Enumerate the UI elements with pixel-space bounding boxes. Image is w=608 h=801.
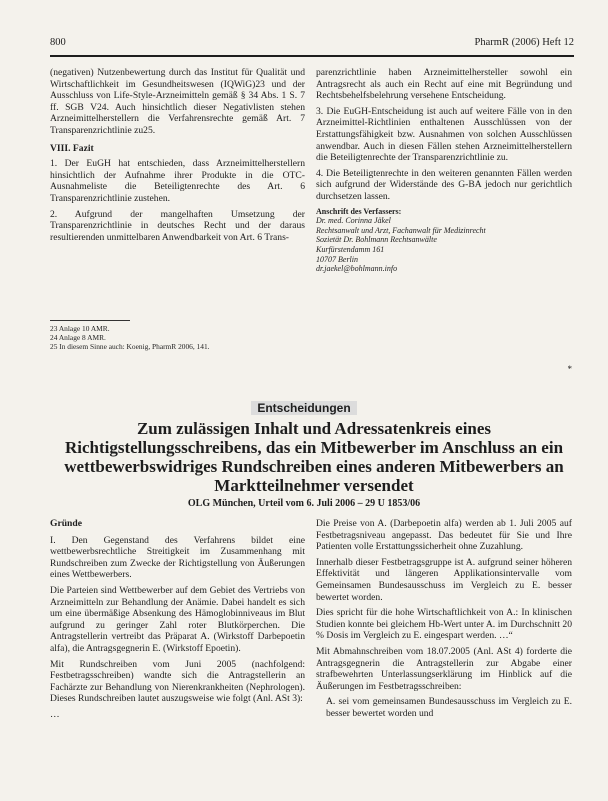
body-paragraph: Die Parteien sind Wettbewerber auf dem Gebiet des Vertriebs von Arzneimitteln zur Behandlung der Anämie. Dabei handelt es sich um eine übermäßige Absenkung des Hämoglobinniveaus im Blut aufgrund zu geringer Zahl roter Blutkörperchen. Die Antragstellerin vertreibt das Präparat A. (Wirkstoff Darbepoetin alfa), die Antragsgegnerin E. (Wirkstoff Epoetin). [50, 584, 305, 654]
end-marker: * [567, 364, 572, 374]
decision-title: Zum zulässigen Inhalt und Adressatenkreis eines Richtigstellungsschreibens, das ein Mitbewerber im Anschluss an ein wettbewerbswidriges Rundschreiben eines anderen Mitbewerbers an Marktteilnehmer versendet [64, 419, 564, 495]
section-heading-fazit: VIII. Fazit [50, 142, 94, 154]
author-line: Rechtsanwalt und Arzt, Fachanwalt für Medizinrecht [316, 225, 486, 235]
footnote: 23 Anlage 10 AMR. [50, 324, 110, 333]
quoted-paragraph: Dies spricht für die hohe Wirtschaftlichkeit von A.: In klinischen Studien konnte bei gleichem Hb-Wert unter A. im Durchschnitt 20 % Dosis im Vergleich zu E. eingespart werden. …“ [316, 607, 572, 642]
continued-paragraph: parenzrichtlinie haben Arzneimittelhersteller sowohl ein Antragsrecht als auch ein Recht auf eine mit Begründung und Rechtsbehelfsbelehrung versehene Entscheidung. [316, 67, 572, 102]
conclusion-item: 1. Der EuGH hat entschieden, dass Arzneimittelherstellern hinsichtlich der Aufnahme ihrer Produkte in die OTC-Ausnahmeliste die Beteiligtenrechte des Art. 6 Transparenzrichtlinie zustehen. [50, 158, 305, 204]
author-line: Sozietät Dr. Bohlmann Rechtsanwälte [316, 235, 437, 245]
top-left-column [50, 67, 305, 247]
indented-quote: A. sei vom gemeinsamen Bundesausschuss im Vergleich zu E. besser bewertet worden und [326, 696, 572, 719]
author-line: Dr. med. Corinna Jäkel [316, 216, 391, 226]
reasons-heading: Gründe [50, 518, 82, 529]
conclusion-item: 2. Aufgrund der mangelhaften Umsetzung der Transparenzrichtlinie in deutsches Recht und der daraus resultierenden unmittelbaren Anwendbarkeit von Art. 6 Trans- [50, 208, 305, 243]
journal-citation: PharmR (2006) Heft 12 [474, 37, 574, 48]
footnote: 25 In diesem Sinne auch: Koenig, PharmR 2006, 141. [50, 342, 210, 352]
footnote-rule [50, 320, 130, 321]
quoted-paragraph: Innerhalb dieser Festbetragsgruppe ist A. aufgrund seiner höheren Effektivität und längeren Applikationsintervalle vom Gemeinsamen Bundesausschuss im Vergleich zu E. besser bewertet worden. [316, 556, 572, 603]
ellipsis: … [50, 708, 60, 720]
conclusion-item: 4. Die Beteiligtenrechte in den weiteren genannten Fällen werden sich aufgrund der Widerstände des G-BA jedoch nur gerichtlich durchsetzen lassen. [316, 167, 572, 202]
court-citation: OLG München, Urteil vom 6. Juli 2006 – 29 U 1853/06 [187, 498, 421, 509]
footnotes [50, 324, 305, 352]
author-address [316, 207, 572, 274]
body-paragraph: Mit Rundschreiben vom Juni 2005 (nachfolgend: Festbetragsschreiben) wandte sich die Antragstellerin an Fachärzte zur Behandlung von Nierenkrankheiten (Nephrologen). Dieses Rundschreiben lautet auszugsweise wie folgt (Anl. ASt 3): [50, 658, 305, 705]
section-label-text: Entscheidungen [251, 401, 356, 415]
conclusion-item: 3. Die EuGH-Entscheidung ist auch auf weitere Fälle von in den Arzneimittel-Richtlinien enthaltenen Ausschlüssen von der Erstattungsfähigkeit bzw. Ausnahmen von solchen Ausschlüssen anwendbar. Auch in diesen Fällen stehen Arzneimittelherstellern die Beteiligtenrechte der Transparenzrichtlinie zu. [316, 105, 572, 164]
body-paragraph: I. Den Gegenstand des Verfahrens bildet eine wettbewerbsrechtliche Streitigkeit im Zusammenhang mit Rundschreiben zum Zwecke der Richtigstellung von Äußerungen eines Wettbewerbers. [50, 534, 305, 581]
bottom-right-column [316, 518, 572, 724]
author-line: Kurfürstendamm 161 [316, 244, 385, 254]
quoted-paragraph: Die Preise von A. (Darbepoetin alfa) werden ab 1. Juli 2005 auf Festbetragsniveau angepasst. Das bedeutet für Sie und Ihre Patienten volle Erstattungssicherheit ohne Zuzahlung. [316, 518, 572, 553]
section-label [0, 401, 608, 415]
author-line: 10707 Berlin [316, 254, 358, 264]
intro-paragraph: (negativen) Nutzenbewertung durch das Institut für Qualität und Wirtschaftlichkeit im Gesundheitswesen (IQWiG)23 und der Ausschluss von Life-Style-Arzneimitteln gemäß § 34 Abs. 1 S. 7 ff. SGB V24. Auch hinsichtlich dieser Negativlisten stehen Arzneimittelherstellern die Verfahrensrechte gemäß Art. 7 Transparenzrichtlinie zu25. [50, 67, 305, 136]
top-right-column [316, 67, 572, 274]
body-paragraph: Mit Abmahnschreiben vom 18.07.2005 (Anl. ASt 4) forderte die Antragsgegnerin die Antragstellerin zur Abgabe einer strafbewehrten Unterlassungserklärung im Hinblick auf die Äußerungen im Festbetragsschreiben: [316, 645, 572, 692]
running-header [50, 37, 574, 53]
footnote: 24 Anlage 8 AMR. [50, 333, 106, 343]
author-email: dr.jaekel@bohlmann.info [316, 264, 398, 274]
header-rule [50, 55, 574, 57]
page-number: 800 [50, 37, 66, 48]
author-heading: Anschrift des Verfassers: [316, 206, 402, 216]
bottom-left-column [50, 518, 305, 725]
